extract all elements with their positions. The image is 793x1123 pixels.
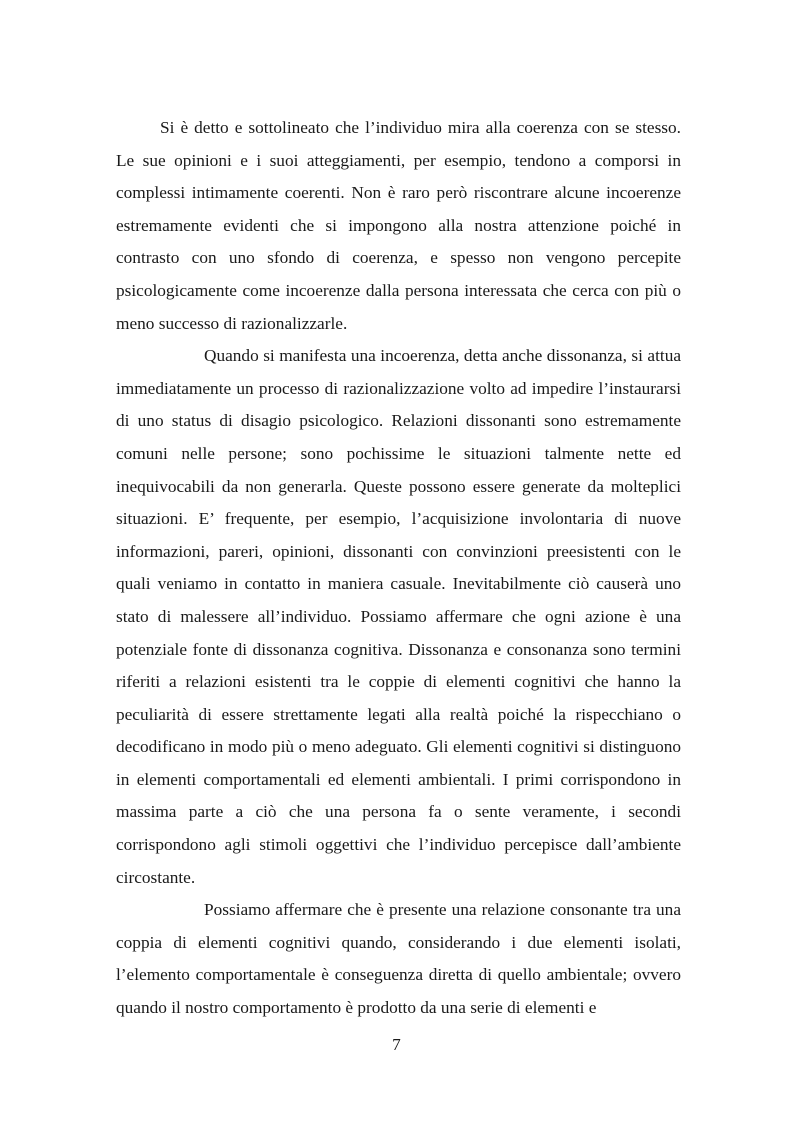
paragraph-1: Si è detto e sottolineato che l’individuo mira alla coerenza con se stesso. Le sue opinioni e i suoi atteggiamenti, per esempio, tendono a comporsi in complessi intimamente coerenti. Non è raro però riscontrare alcune incoerenze estremamente evidenti che si impongono alla nostra attenzione poiché in contrasto con uno sfondo di coerenza, e spesso non vengono percepite psicologicamente come incoerenze dalla persona interessata che cerca con più o meno successo di razionalizzarle. [116,118,681,333]
body-text [116,112,681,1025]
page-number: 7 [392,1035,401,1054]
paragraph-3: Possiamo affermare che è presente una relazione consonante tra una coppia di elementi cognitivi quando, considerando i due elementi isolati, l’elemento comportamentale è conseguenza diretta di quello ambientale; ovvero quando il nostro comportamento è prodotto da una serie di elementi e [116,900,681,1018]
paragraph-2: Quando si manifesta una incoerenza, detta anche dissonanza, si attua immediatamente un processo di razionalizzazione volto ad impedire l’instaurarsi di uno status di disagio psicologico. Relazioni dissonanti sono estremamente comuni nelle persone; sono pochissime le situazioni talmente nette ed inequivocabili da non generarla. Queste possono essere generate da molteplici situazioni. E’ frequente, per esempio, l’acquisizione involontaria di nuove informazioni, pareri, opinioni, dissonanti con convinzioni preesistenti con le quali veniamo in contatto in maniera casuale. Inevitabilmente ciò causerà uno stato di malessere all’individuo. Possiamo affermare che ogni azione è una potenziale fonte di dissonanza cognitiva. Dissonanza e consonanza sono termini riferiti a relazioni esistenti tra le coppie di elementi cognitivi che hanno la peculiarità di essere strettamente legati alla realtà poiché la rispecchiano o decodificano in modo più o meno adeguato. Gli elementi cognitivi si distinguono in elementi comportamentali ed elementi ambientali. I primi corrispondono in massima parte a ciò che una persona fa o sente veramente, i secondi corrispondono agli stimoli oggettivi che l’individuo percepisce dall’ambiente circostante. [116,346,681,887]
